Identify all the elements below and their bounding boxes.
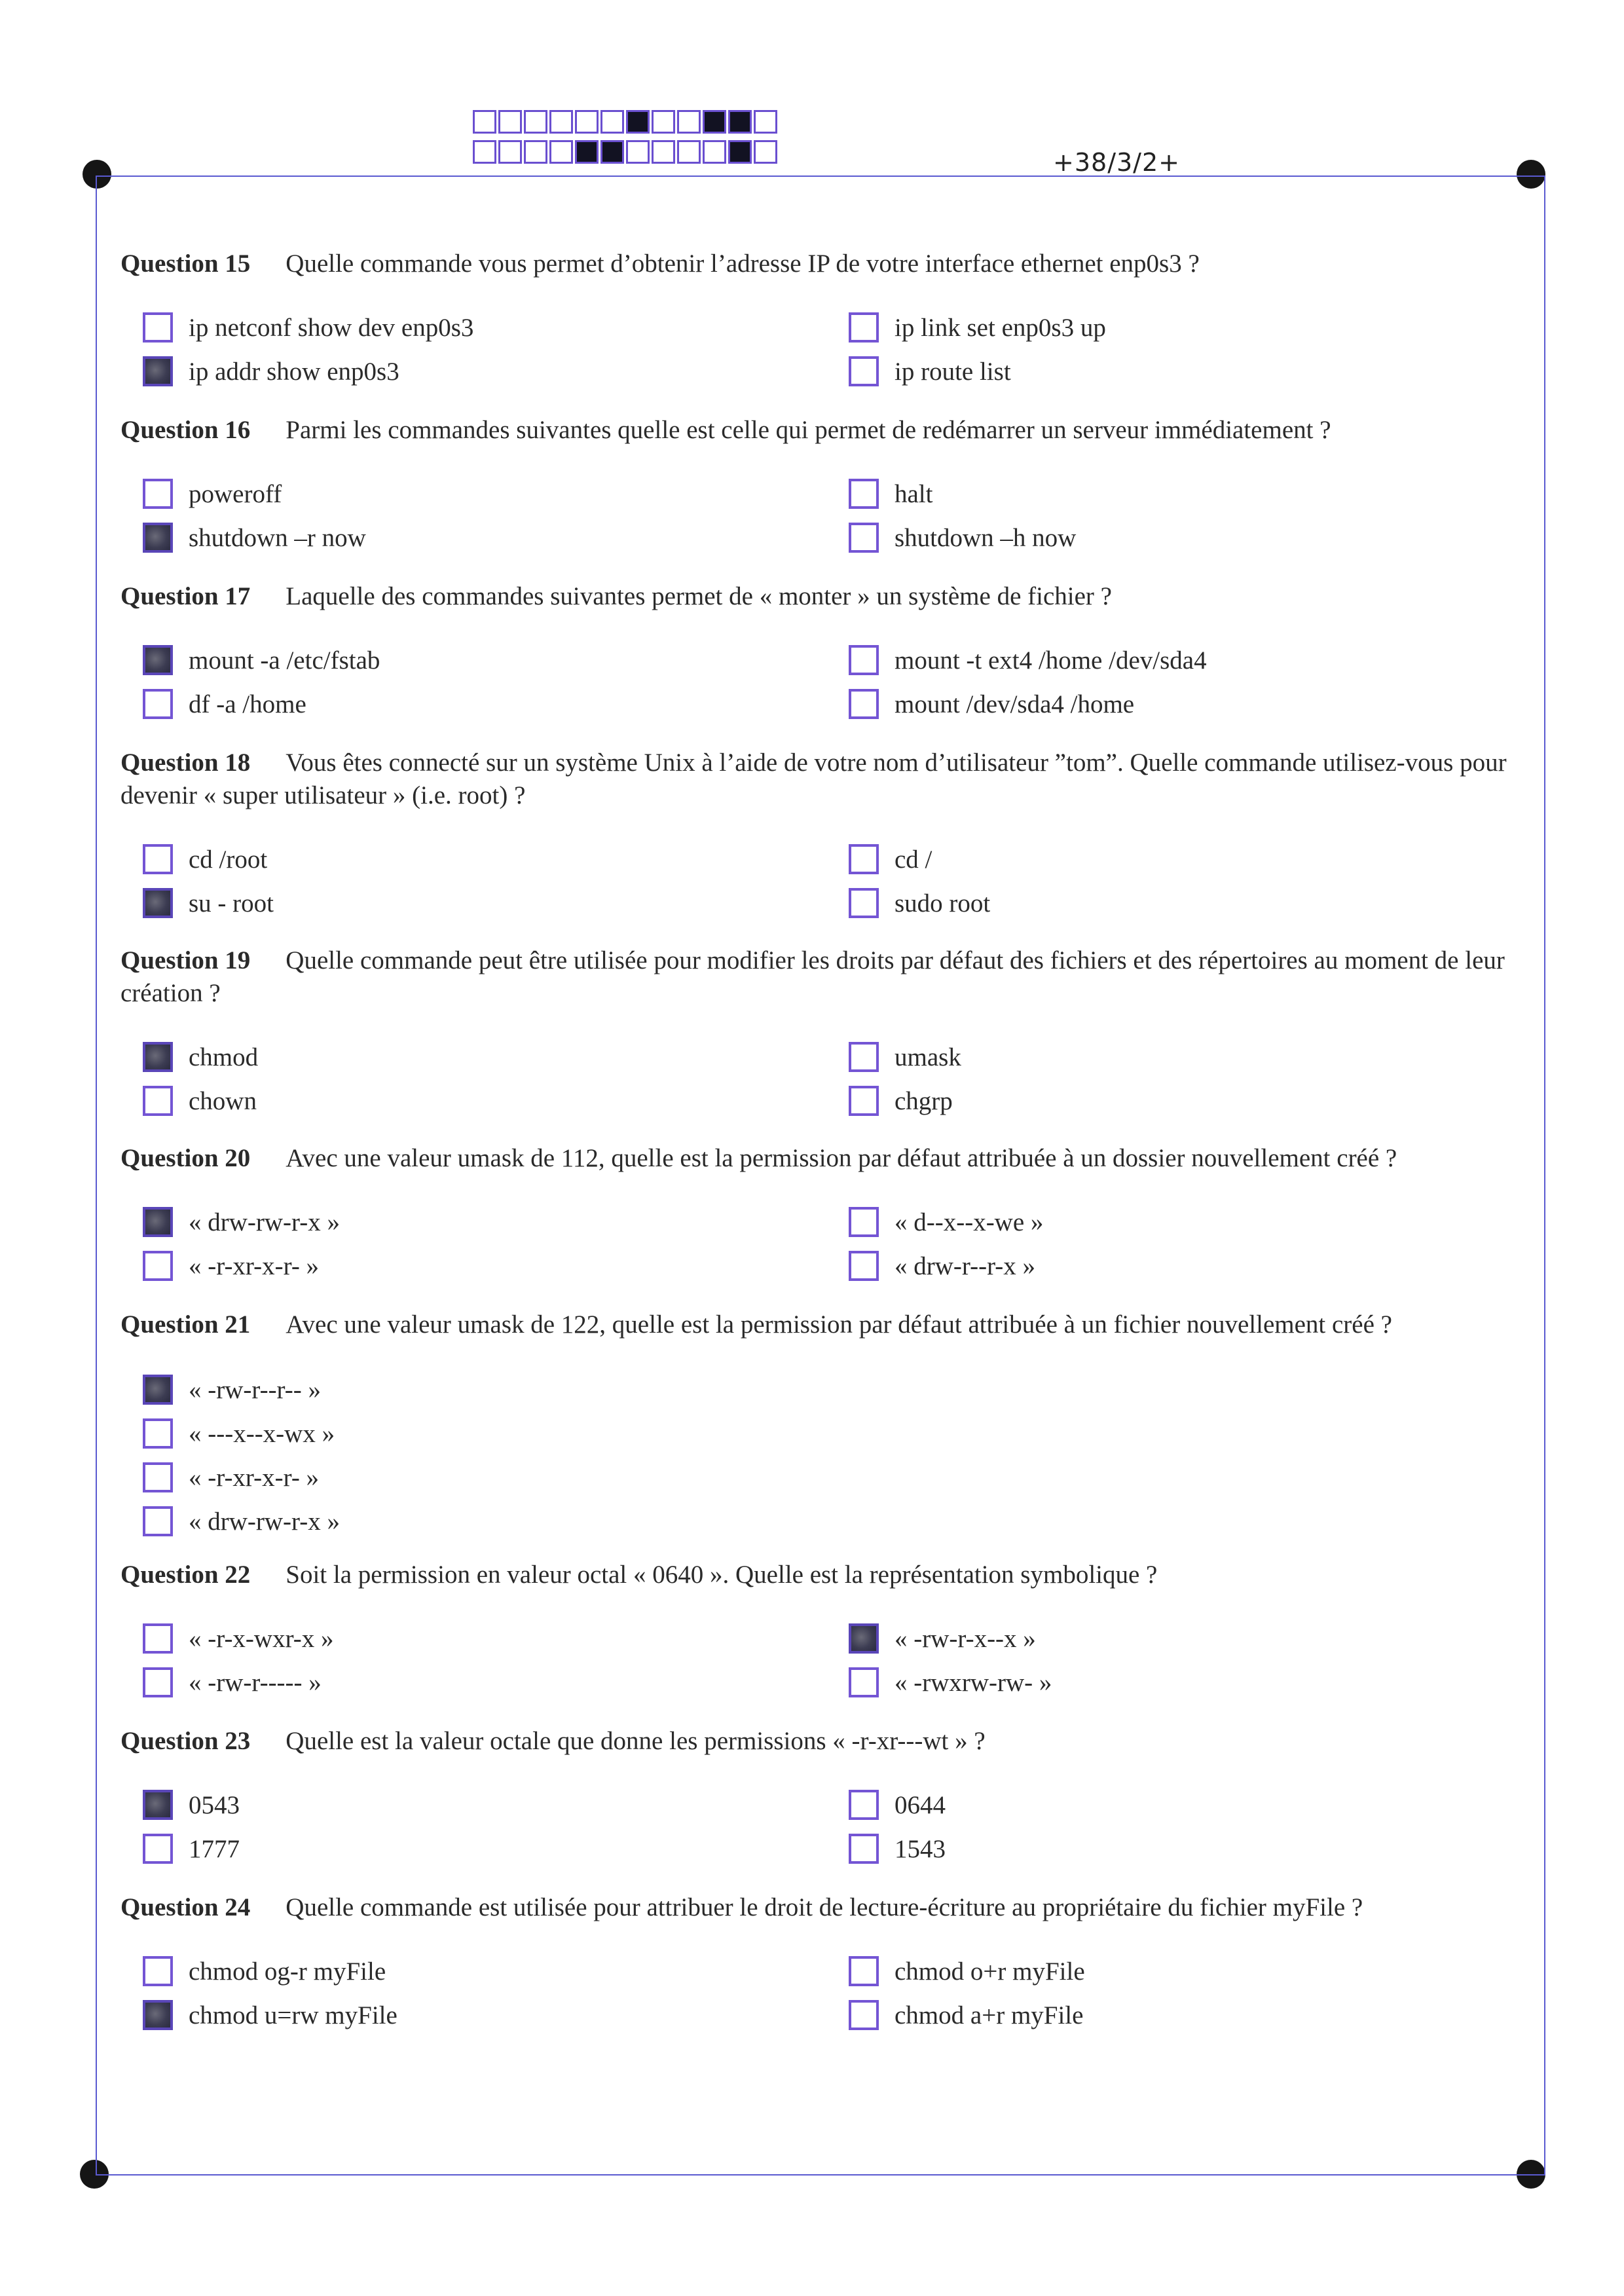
answer-label: 0543 [189,1790,240,1819]
checkbox[interactable] [143,1667,173,1697]
question-label: Question 23 [120,1727,251,1755]
answer-label: cd / [895,845,932,874]
question-label: Question 24 [120,1893,251,1921]
checked-checkbox[interactable] [143,645,173,675]
answer-option[interactable] [143,1620,334,1657]
answer-label: shutdown –r now [189,523,366,552]
answer-option[interactable] [849,1204,1043,1240]
checked-checkbox[interactable] [143,356,173,386]
answer-option[interactable] [143,1953,386,1990]
question-16 [120,414,1528,552]
answer-option[interactable] [143,519,366,556]
question-17 [120,580,1528,718]
answer-label: chmod a+r myFile [895,2001,1084,2029]
answer-label: ip netconf show dev enp0s3 [189,313,474,342]
answer-label: « -rwxrw-rw- » [895,1668,1052,1697]
checked-checkbox[interactable] [143,888,173,918]
question-text: Vous êtes connecté sur un système Unix à l’aide de votre nom d’utilisateur ”tom”. Quelle commande utilisez-vous pour devenir « super utilisateur » (i.e. root) ? [120,749,1507,809]
question-22 [120,1559,1528,1697]
checkbox[interactable] [143,1506,173,1536]
answer-option[interactable] [143,475,282,512]
checkbox[interactable] [849,1667,879,1697]
answer-label: ip addr show enp0s3 [189,357,399,386]
answer-option[interactable] [849,1664,1052,1701]
answer-option[interactable] [143,1664,322,1701]
checked-checkbox[interactable] [143,1790,173,1820]
checkbox[interactable] [849,2000,879,2030]
checkbox[interactable] [143,844,173,874]
answer-label: ip route list [895,357,1011,386]
answer-label: chmod og-r myFile [189,1957,386,1986]
checked-checkbox[interactable] [143,523,173,553]
answer-option[interactable] [849,309,1106,346]
question-text: Avec une valeur umask de 112, quelle est la permission par défaut attribuée à un dossier nouvellement créé ? [286,1144,1397,1172]
code-cell [652,110,675,134]
question-19 [120,944,1528,1115]
question-label: Question 19 [120,946,251,974]
question-label: Question 17 [120,582,251,610]
code-cell [677,140,701,164]
question-21 [120,1308,1528,1536]
answer-option[interactable] [143,841,267,878]
code-cell [524,110,547,134]
question-text: Avec une valeur umask de 122, quelle est la permission par défaut attribuée à un fichier nouvellement créé ? [286,1310,1392,1339]
question-text: Soit la permission en valeur octal « 0640 ». Quelle est la représentation symbolique ? [286,1561,1158,1589]
answer-label: « drw-r--r-x » [895,1251,1036,1280]
question-label: Question 15 [120,250,251,278]
checkbox[interactable] [143,1418,173,1449]
question-20 [120,1142,1528,1280]
code-cell [498,140,522,164]
answer-option[interactable] [849,1248,1035,1284]
answer-option[interactable] [143,1459,319,1496]
question-text: Parmi les commandes suivantes quelle est celle qui permet de redémarrer un serveur immédiatement ? [286,416,1331,444]
code-cell [524,140,547,164]
answer-option[interactable] [849,841,932,878]
code-cell [754,110,777,134]
answer-label: su - root [189,889,274,917]
answer-label: « drw-rw-r-x » [189,1507,340,1536]
checkbox[interactable] [849,523,879,553]
code-cell [473,140,496,164]
question-15 [120,248,1528,386]
answer-option[interactable] [143,1503,340,1540]
answer-label: chmod o+r myFile [895,1957,1085,1986]
answer-option[interactable] [849,885,990,921]
answer-option[interactable] [849,642,1207,678]
checkbox[interactable] [849,844,879,874]
answer-option[interactable] [849,475,932,512]
answer-label: « ---x--x-wx » [189,1419,335,1448]
code-cell [600,110,624,134]
code-cell [575,140,599,164]
answer-option[interactable] [143,1415,335,1452]
answer-option[interactable] [849,1787,946,1823]
answer-option[interactable] [849,519,1076,556]
checkbox[interactable] [143,1086,173,1116]
answer-option[interactable] [143,353,399,390]
checkbox[interactable] [143,1956,173,1986]
checkbox[interactable] [849,1956,879,1986]
checkbox[interactable] [143,1623,173,1654]
answer-label: 1777 [189,1834,240,1863]
answer-option[interactable] [849,353,1011,390]
answer-label: mount /dev/sda4 /home [895,690,1135,718]
code-cell [626,110,650,134]
code-cell [754,140,777,164]
answer-option[interactable] [143,1204,340,1240]
question-label: Question 21 [120,1310,251,1339]
answer-label: sudo root [895,889,991,917]
answer-option[interactable] [849,1997,1083,2033]
answer-option[interactable] [143,1083,257,1119]
code-cell [728,140,752,164]
code-cell [626,140,650,164]
checkbox[interactable] [849,1086,879,1116]
answer-option[interactable] [849,1039,961,1075]
checkbox[interactable] [143,1834,173,1864]
page-frame [96,176,1545,2176]
answer-label: chmod [189,1043,259,1071]
checkbox[interactable] [849,1251,879,1281]
code-cell [600,140,624,164]
answer-label: df -a /home [189,690,306,718]
code-cell [498,110,522,134]
code-cell [677,110,701,134]
question-text: Quelle commande peut être utilisée pour modifier les droits par défaut des fichiers et des répertoires au moment de leur création ? [120,946,1505,1007]
code-cell [703,110,726,134]
answer-label: umask [895,1043,961,1071]
answer-option[interactable] [143,309,473,346]
answer-option[interactable] [143,686,306,722]
answer-option[interactable] [849,1083,953,1119]
answer-label: ip link set enp0s3 up [895,313,1106,342]
answer-option[interactable] [849,1830,946,1867]
question-label: Question 22 [120,1561,251,1589]
question-text: Quelle est la valeur octale que donne les permissions « -r-xr---wt » ? [286,1727,986,1755]
page-id: +38/3/2+ [1053,148,1180,177]
answer-option[interactable] [143,1787,240,1823]
answer-option[interactable] [143,1248,319,1284]
code-cell [473,110,496,134]
answer-option[interactable] [143,1039,258,1075]
answer-label: poweroff [189,479,282,508]
checkbox[interactable] [849,312,879,343]
checkbox[interactable] [849,1207,879,1237]
answer-label: cd /root [189,845,268,874]
checked-checkbox[interactable] [143,1042,173,1072]
answer-label: « -r-x-wxr-x » [189,1624,334,1653]
answer-label: halt [895,479,933,508]
code-cell [652,140,675,164]
answer-label: « d--x--x-we » [895,1208,1044,1236]
answer-option[interactable] [849,1620,1036,1657]
checked-checkbox[interactable] [143,1375,173,1405]
answer-label: 1543 [895,1834,946,1863]
answer-option[interactable] [143,1830,240,1867]
checkbox[interactable] [849,356,879,386]
answer-option[interactable] [143,642,380,678]
question-label: Question 20 [120,1144,251,1172]
checkbox[interactable] [849,888,879,918]
checkbox[interactable] [849,1790,879,1820]
answer-label: chmod u=rw myFile [189,2001,397,2029]
checkbox[interactable] [143,1251,173,1281]
checkbox[interactable] [849,1834,879,1864]
answer-label: shutdown –h now [895,523,1077,552]
answer-label: mount -a /etc/fstab [189,646,380,675]
checkbox[interactable] [143,1462,173,1492]
answer-option[interactable] [143,1997,397,2033]
answer-label: chgrp [895,1086,953,1115]
answer-label: « -r-xr-x-r- » [189,1463,320,1492]
checked-checkbox[interactable] [849,1623,879,1654]
checkbox[interactable] [849,645,879,675]
code-cell [703,140,726,164]
question-24 [120,1891,1528,2029]
code-row-bottom [473,140,779,164]
code-row-top [473,110,779,134]
checkbox[interactable] [143,689,173,719]
answer-label: « -rw-r----- » [189,1668,322,1697]
code-cell [728,110,752,134]
answer-label: « drw-rw-r-x » [189,1208,340,1236]
checked-checkbox[interactable] [143,1207,173,1237]
answer-option[interactable] [143,885,274,921]
answer-option[interactable] [849,1953,1085,1990]
question-text: Quelle commande vous permet d’obtenir l’adresse IP de votre interface ethernet enp0s3 ? [286,250,1200,278]
answer-option[interactable] [849,686,1134,722]
checkbox[interactable] [849,479,879,509]
answer-label: 0644 [895,1790,946,1819]
answer-label: chown [189,1086,257,1115]
answer-label: « -r-xr-x-r- » [189,1251,320,1280]
question-18 [120,747,1528,917]
question-label: Question 16 [120,416,251,444]
answer-label: « -rw-r--r-- » [189,1375,321,1404]
answer-label: mount -t ext4 /home /dev/sda4 [895,646,1207,675]
code-cell [549,110,573,134]
checkbox[interactable] [849,689,879,719]
question-23 [120,1725,1528,1863]
code-cell [549,140,573,164]
checkbox[interactable] [143,312,173,343]
question-text: Laquelle des commandes suivantes permet de « monter » un système de fichier ? [286,582,1112,610]
checked-checkbox[interactable] [143,2000,173,2030]
checkbox[interactable] [143,479,173,509]
code-cell [575,110,599,134]
question-text: Quelle commande est utilisée pour attribuer le droit de lecture-écriture au propriétaire du fichier myFile ? [286,1893,1363,1921]
checkbox[interactable] [849,1042,879,1072]
answer-label: « -rw-r-x--x » [895,1624,1036,1653]
question-label: Question 18 [120,749,251,777]
answer-option[interactable] [143,1371,321,1408]
